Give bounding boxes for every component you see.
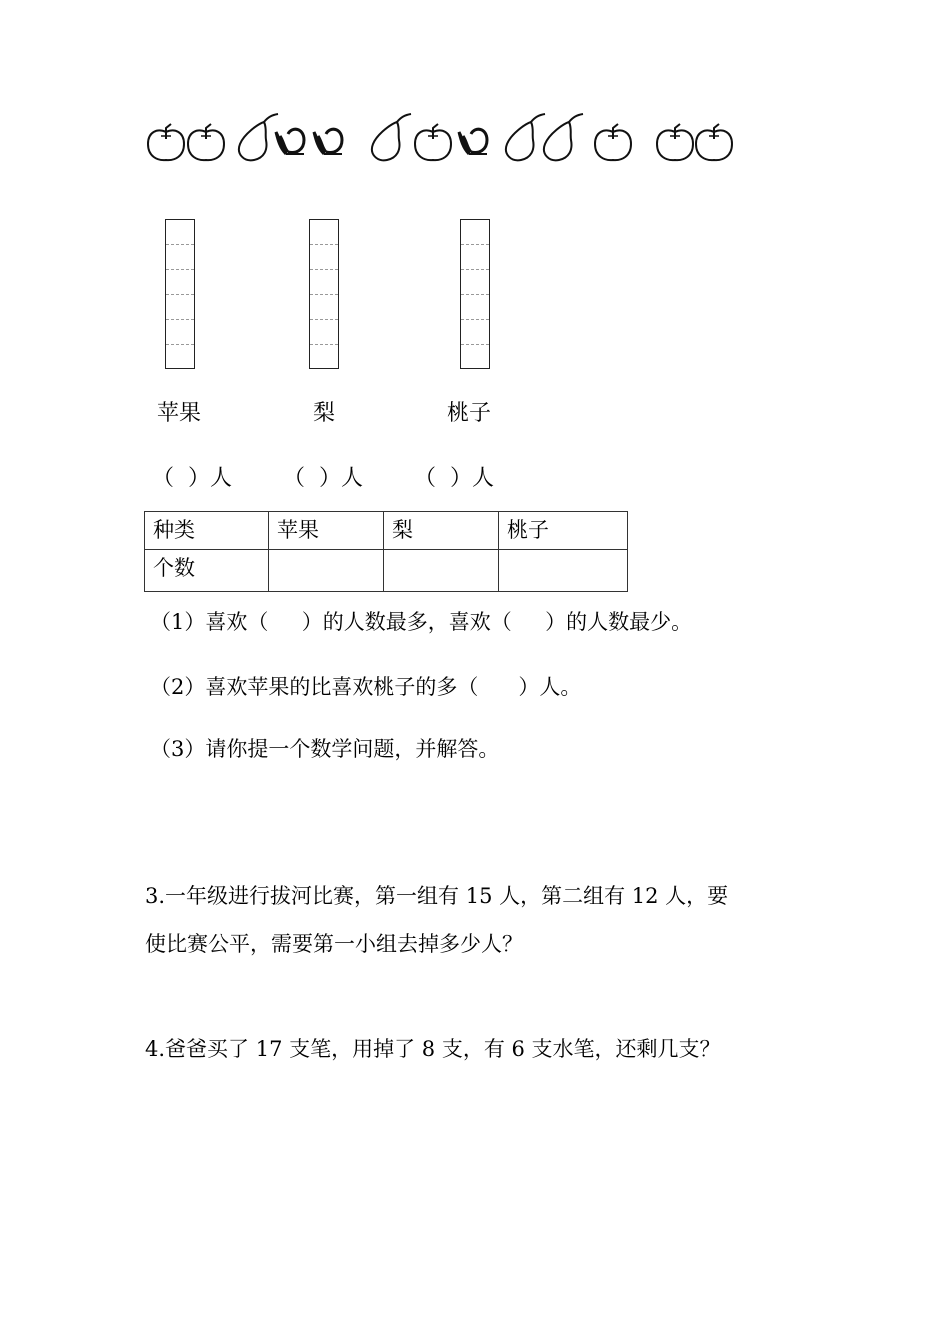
table-answer-cell-apple[interactable] — [269, 550, 384, 592]
bar-label: 梨 — [313, 401, 336, 426]
problem-3-line-1: 3.一年级进行拔河比赛，第一组有 15 人，第二组有 12 人，要 — [145, 884, 729, 908]
pear-icon — [367, 112, 409, 164]
problem-4: 4.爸爸买了 17 支笔，用掉了 8 支，有 6 支水笔，还剩几支？ — [145, 1037, 721, 1061]
bar-cell[interactable] — [310, 320, 338, 345]
count-blank-peach: （ ）人 — [414, 466, 494, 491]
bar-cell[interactable] — [461, 295, 489, 320]
bar-cell[interactable] — [166, 220, 194, 245]
table-row-label: 个数 — [145, 550, 269, 592]
bar-cell[interactable] — [310, 345, 338, 370]
bar-cell[interactable] — [310, 245, 338, 270]
bar-cell[interactable] — [166, 270, 194, 295]
table-header-cell: 桃子 — [499, 512, 628, 550]
peach-icon — [308, 112, 350, 164]
apple-icon — [693, 112, 735, 164]
pear-icon — [501, 112, 543, 164]
bar-column[interactable] — [165, 219, 195, 369]
bar-cell[interactable] — [310, 270, 338, 295]
question-3: （3）请你提一个数学问题，并解答。 — [150, 737, 500, 761]
apple-icon — [412, 112, 454, 164]
bar-cell[interactable] — [310, 220, 338, 245]
bar-cell[interactable] — [461, 220, 489, 245]
bar-cell[interactable] — [461, 245, 489, 270]
table-header-cell: 种类 — [145, 512, 269, 550]
pear-icon — [539, 112, 581, 164]
bar-column[interactable] — [309, 219, 339, 369]
bar-cell[interactable] — [166, 295, 194, 320]
table-header-cell: 梨 — [384, 512, 499, 550]
bar-cell[interactable] — [310, 295, 338, 320]
apple-icon — [654, 112, 696, 164]
bar-cell[interactable] — [461, 270, 489, 295]
peach-icon — [453, 112, 495, 164]
bar-label: 桃子 — [447, 401, 492, 426]
question-2: （2）喜欢苹果的比喜欢桃子的多（ ）人。 — [150, 675, 582, 699]
table-answer-cell-pear[interactable] — [384, 550, 499, 592]
count-blank-apple: （ ）人 — [152, 466, 232, 491]
bar-column[interactable] — [460, 219, 490, 369]
table-header-row — [145, 512, 628, 550]
bar-cell[interactable] — [166, 345, 194, 370]
tally-table — [144, 511, 628, 592]
apple-icon — [185, 112, 227, 164]
bar-cell[interactable] — [461, 345, 489, 370]
apple-icon — [592, 112, 634, 164]
table-header-cell: 苹果 — [269, 512, 384, 550]
bar-cell[interactable] — [166, 320, 194, 345]
apple-icon — [145, 112, 187, 164]
table-answer-cell-peach[interactable] — [499, 550, 628, 592]
table-row — [145, 550, 628, 592]
bar-cell[interactable] — [461, 320, 489, 345]
question-1: （1）喜欢（ ）的人数最多，喜欢（ ）的人数最少。 — [150, 610, 693, 634]
count-blank-pear: （ ）人 — [283, 466, 363, 491]
problem-3-line-2: 使比赛公平，需要第一小组去掉多少人？ — [145, 932, 523, 956]
bar-cell[interactable] — [166, 245, 194, 270]
peach-icon — [270, 112, 312, 164]
bar-label: 苹果 — [157, 401, 202, 426]
